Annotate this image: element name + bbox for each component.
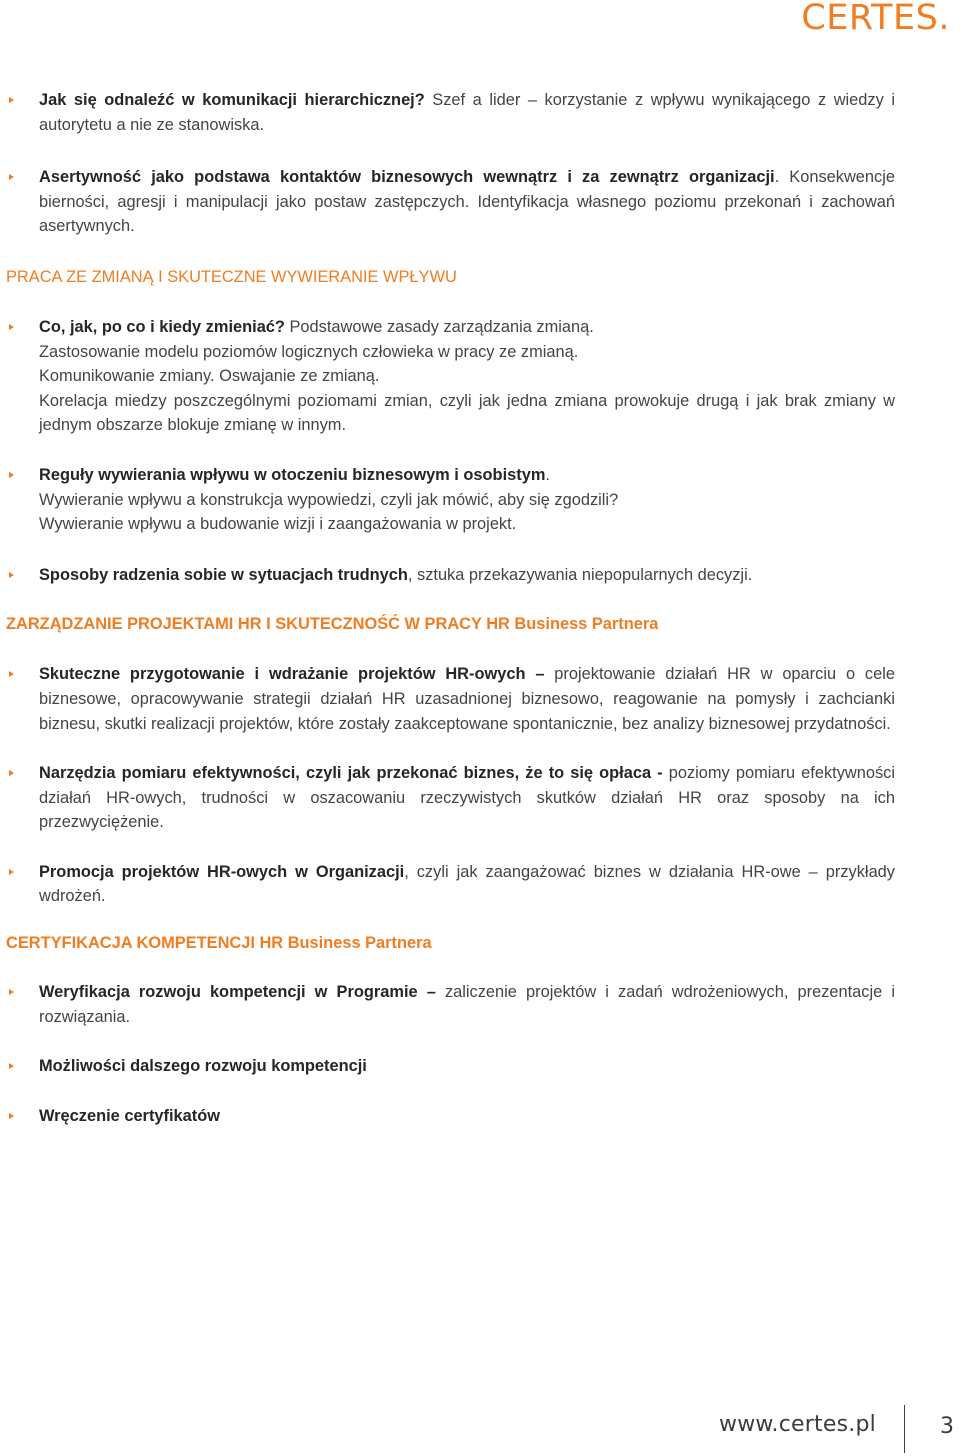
item-bold-text: Asertywność jako podstawa kontaktów biznesowych wewnątrz i za zewnątrz organizacji	[39, 168, 775, 187]
item-bold-text: Reguły wywierania wpływu w otoczeniu biznesowym i osobistym	[39, 465, 546, 484]
bullet-icon	[8, 1104, 18, 1128]
item-line: Komunikowanie zmiany. Oswajanie ze zmianą.	[39, 367, 380, 386]
list-item	[39, 980, 895, 1029]
bullet-icon	[8, 980, 18, 1004]
item-line: Korelacja miedzy poszczególnymi poziomami zmian, czyli jak jedna zmiana prowokuje drugą i jak brak zmiany w jednym obszarze blokuje zmianę w innym.	[39, 391, 895, 435]
bullet-icon	[8, 165, 18, 189]
section-heading: PRACA ZE ZMIANĄ I SKUTECZNE WYWIERANIE WPŁYWU	[6, 267, 457, 286]
footer-divider	[904, 1405, 905, 1453]
item-bold-text: Jak się odnaleźć w komunikacji hierarchicznej?	[39, 91, 425, 109]
list-item	[39, 88, 895, 137]
item-bold-text: Weryfikacja rozwoju kompetencji w Programie –	[39, 983, 436, 1002]
item-text: Szef a lider – korzystanie z wpływu wynikającego z wiedzy i autorytetu a nie ze stanowiska.	[39, 91, 895, 134]
bullet-icon	[8, 463, 18, 487]
list-item	[39, 860, 895, 909]
item-text: , sztuka przekazywania niepopularnych decyzji.	[407, 565, 753, 584]
item-bold-text: Promocja projektów HR-owych w Organizacji	[39, 862, 405, 881]
item-text: .	[545, 465, 550, 484]
item-bold-text: Co, jak, po co i kiedy zmieniać?	[39, 317, 285, 336]
item-line: Wywieranie wpływu a konstrukcja wypowiedzi, czyli jak mówić, aby się zgodzili?	[39, 490, 619, 509]
page-number: 3	[940, 1414, 954, 1439]
list-item	[39, 165, 895, 239]
bullet-icon	[8, 88, 18, 112]
item-bold-text: Sposoby radzenia sobie w sytuacjach trudnych	[39, 565, 408, 584]
section-heading: ZARZĄDZANIE PROJEKTAMI HR I SKUTECZNOŚĆ W PRACY HR Business Partnera	[6, 615, 659, 634]
item-bold-text: Możliwości dalszego rozwoju kompetencji	[39, 1057, 367, 1076]
bullet-icon	[8, 1054, 18, 1078]
bullet-icon	[8, 761, 18, 785]
item-text: poziomy pomiaru efektywności działań HR-owych, trudności w oszacowaniu rzeczywistych skutków działań HR oraz sposoby na ich przezwyciężenie.	[39, 764, 895, 832]
bullet-icon	[8, 563, 18, 587]
list-item	[39, 761, 895, 835]
bullet-icon	[8, 662, 18, 686]
item-text: zaliczenie projektów i zadań wdrożeniowych, prezentacje i rozwiązania.	[39, 983, 895, 1026]
item-line: Wywieranie wpływu a budowanie wizji i zaangażowania w projekt.	[39, 515, 517, 534]
item-text: projektowanie działań HR w oparciu o cele biznesowe, opracowywanie strategii działań HR uzasadnionej biznesowo, reagowanie na pomysły i zachcianki biznesu, skutki realizacji projektów, które zostały zaakceptowane spontanicznie, bez analizy biznesowej przydatności.	[39, 665, 895, 733]
item-bold-text: Wręczenie certyfikatów	[39, 1106, 220, 1125]
item-bold-text: Narzędzia pomiaru efektywności, czyli jak przekonać biznes, że to się opłaca -	[39, 764, 663, 783]
document-body	[0, 88, 960, 1128]
certes-logo: CERTES.	[801, 0, 950, 38]
section-heading: CERTYFIKACJA KOMPETENCJI HR Business Partnera	[6, 934, 432, 953]
item-text: . Konsekwencje bierności, agresji i manipulacji jako postaw zastępczych. Identyfikacja własnego poziomu przekonań i zachowań asertywnych.	[39, 168, 895, 236]
list-item	[39, 463, 895, 537]
list-item	[39, 315, 895, 438]
list-item	[39, 1104, 895, 1129]
item-text: Podstawowe zasady zarządzania zmianą.	[284, 317, 594, 336]
bullet-icon	[8, 860, 18, 884]
bullet-icon	[8, 315, 18, 339]
item-text: , czyli jak zaangażować biznes w działania HR-owe – przykłady wdrożeń.	[39, 862, 895, 906]
list-item	[39, 1054, 895, 1079]
item-line: Zastosowanie modelu poziomów logicznych człowieka w pracy ze zmianą.	[39, 342, 579, 361]
list-item	[39, 662, 895, 736]
list-item	[39, 563, 895, 588]
footer-url: www.certes.pl	[719, 1412, 876, 1437]
item-bold-text: Skuteczne przygotowanie i wdrażanie projektów HR-owych –	[39, 665, 545, 684]
